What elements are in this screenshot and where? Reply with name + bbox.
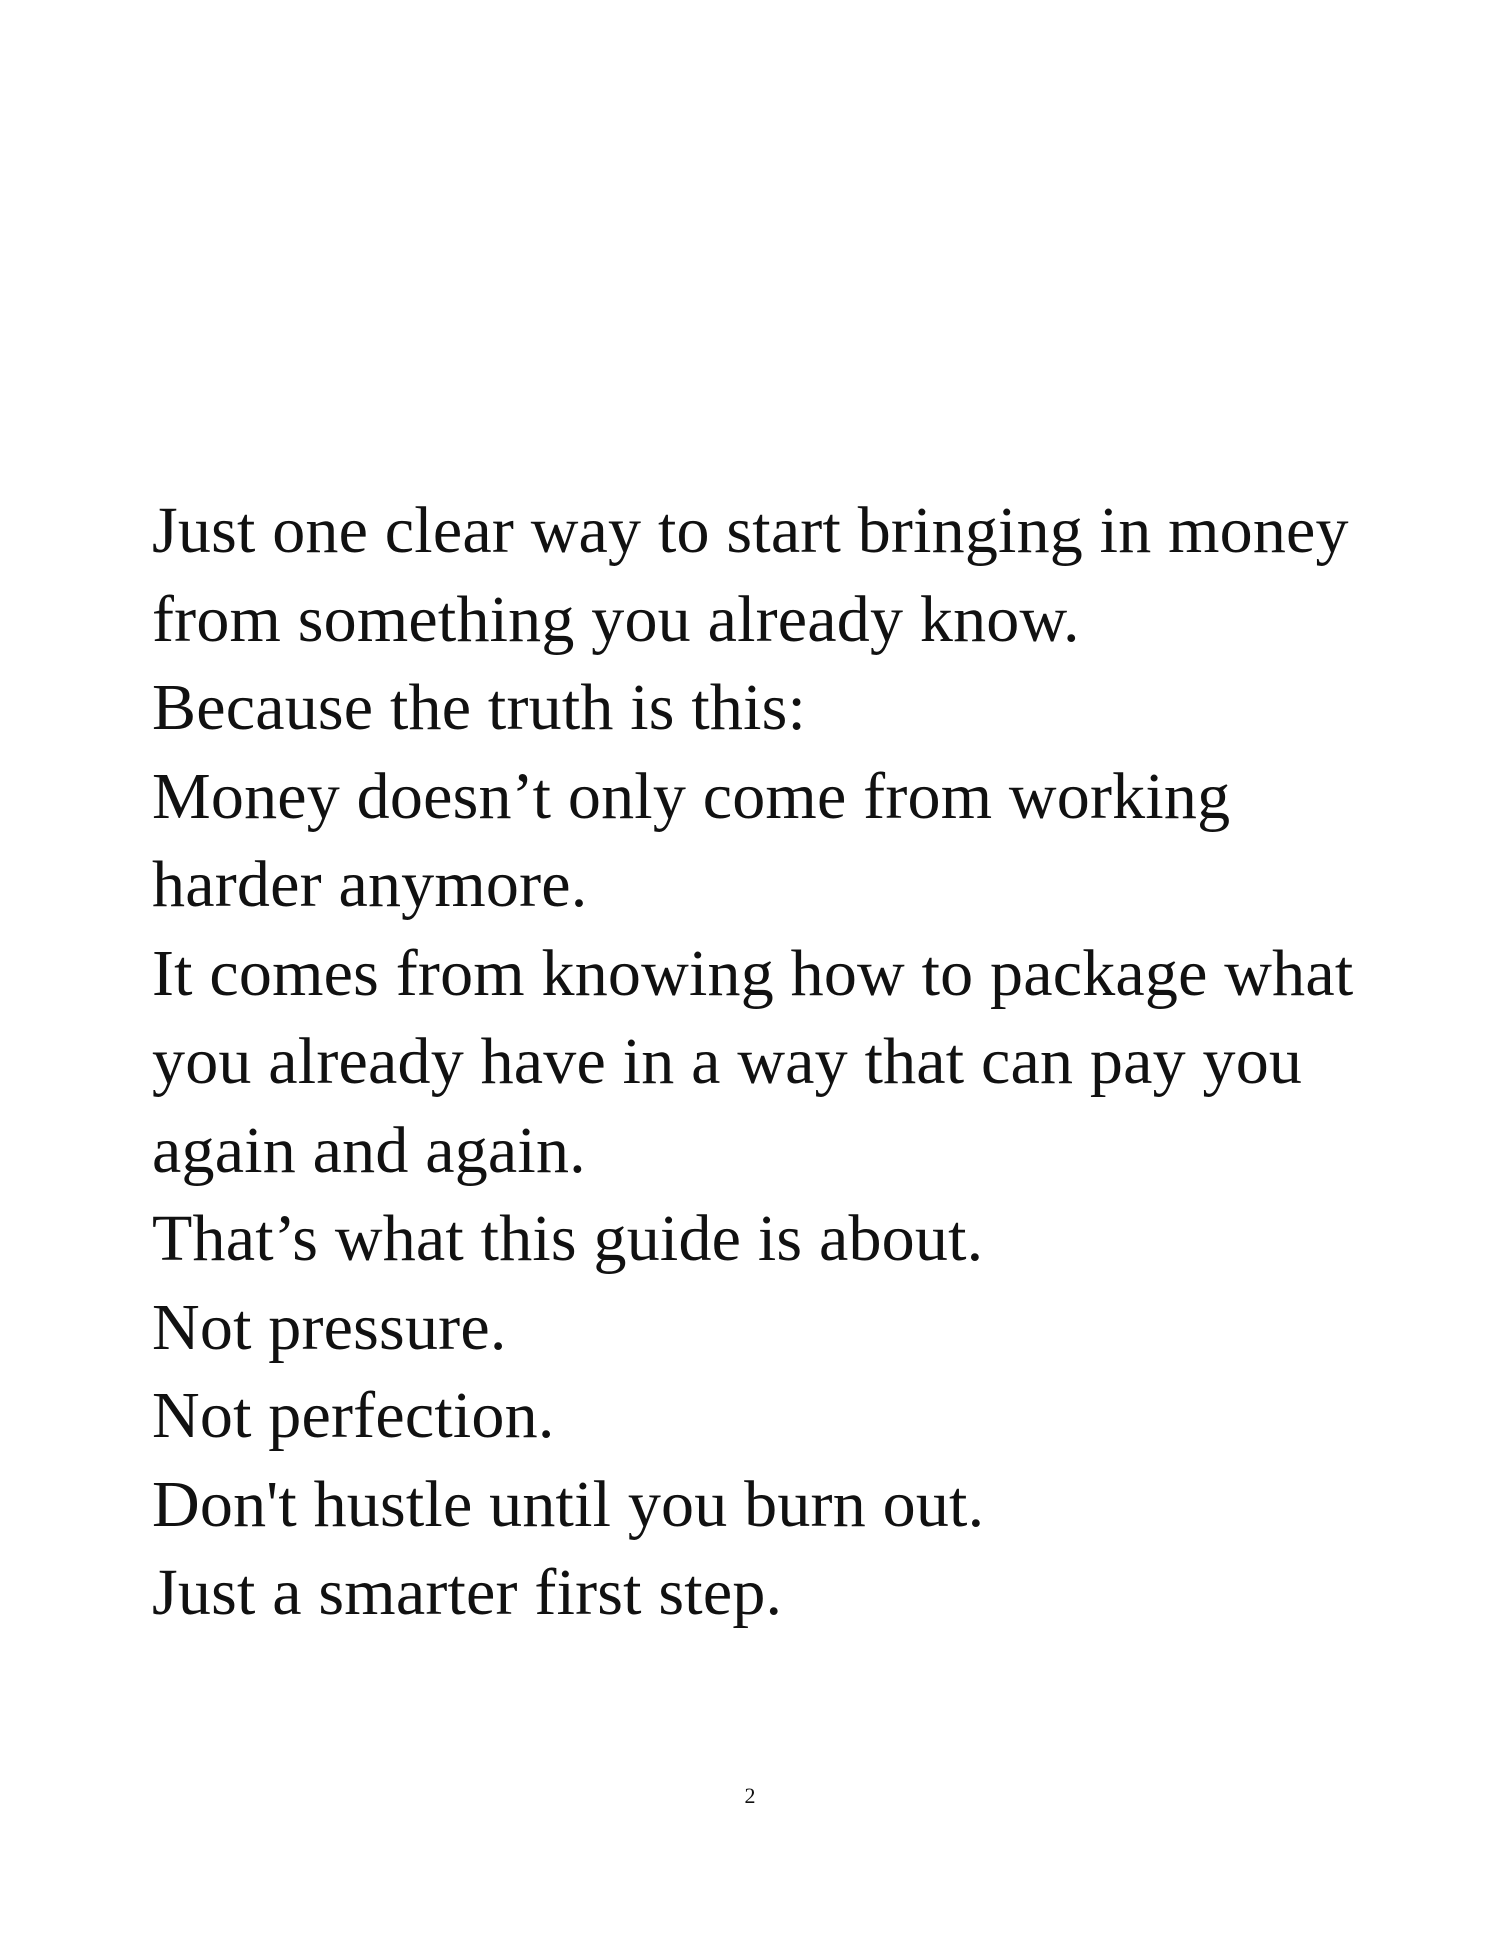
- text-line: Money doesn’t only come from working: [152, 759, 1231, 833]
- body-text: [152, 487, 1412, 1638]
- text-line: harder anymore.: [152, 848, 588, 921]
- text-line: you already have in a way that can pay you: [152, 1025, 1303, 1098]
- text-line: Don't hustle until you burn out.: [152, 1467, 985, 1541]
- text-line: Because the truth is this:: [152, 671, 807, 744]
- text-line: It comes from knowing how to package what: [152, 936, 1354, 1010]
- text-line: That’s what this guide is about.: [152, 1202, 984, 1275]
- page-number: 2: [744, 1783, 756, 1808]
- text-line: Just one clear way to start bringing in money: [152, 494, 1349, 567]
- text-line: Not perfection.: [152, 1379, 555, 1452]
- text-line: Not pressure.: [152, 1290, 507, 1364]
- text-line: again and again.: [152, 1113, 586, 1187]
- text-line: Just a smarter first step.: [152, 1556, 783, 1629]
- text-line: from something you already know.: [152, 582, 1080, 656]
